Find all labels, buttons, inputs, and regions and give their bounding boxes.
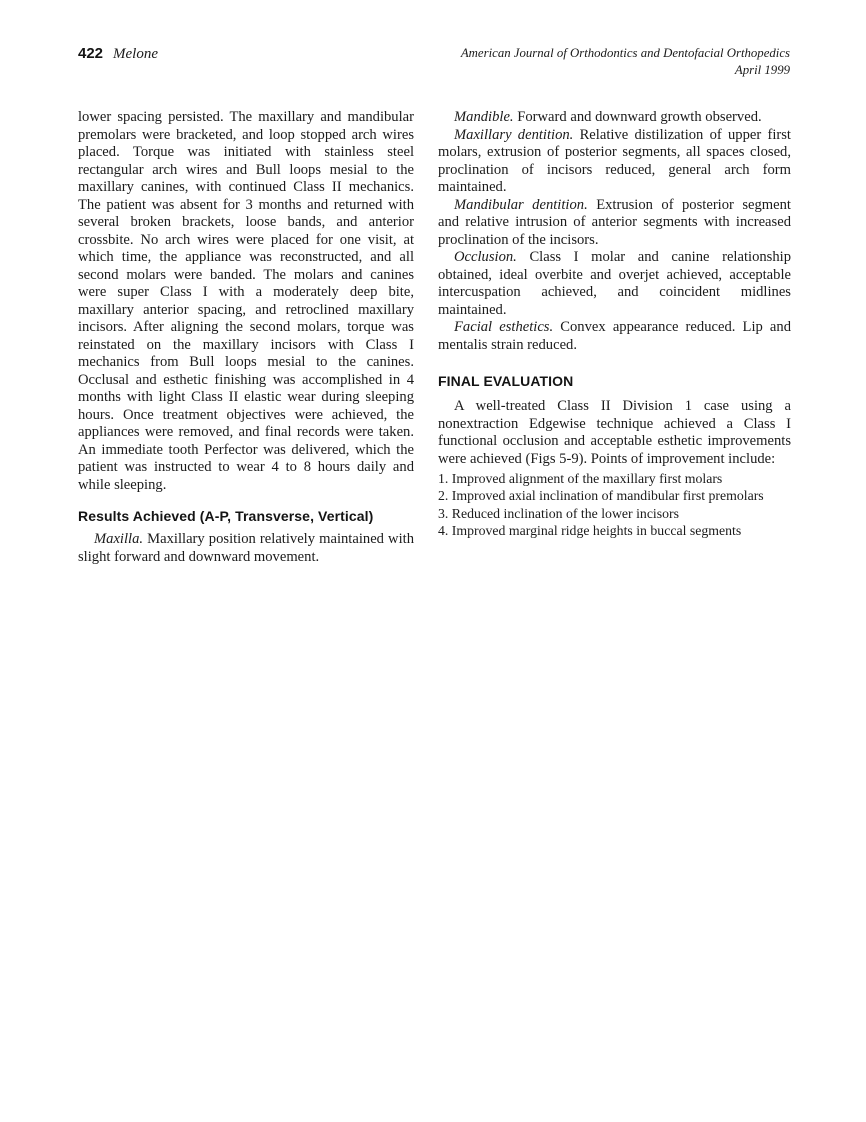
mandibular-dentition-paragraph xyxy=(438,197,791,250)
paragraph-text: Extrusion of posterior segment and relative intrusion of anterior segments with increased proclination of the incisors. xyxy=(438,196,791,248)
paragraph-lead: Maxillary dentition. xyxy=(454,126,574,143)
improvement-list xyxy=(438,470,791,539)
list-item: 4. Improved marginal ridge heights in buccal segments xyxy=(438,522,742,538)
list-item: 3. Reduced inclination of the lower incisors xyxy=(438,505,680,521)
maxilla-paragraph xyxy=(78,531,414,566)
list-item: 2. Improved axial inclination of mandibular first premolars xyxy=(438,488,764,504)
facial-esthetics-paragraph xyxy=(438,319,791,354)
maxillary-dentition-paragraph xyxy=(438,127,791,197)
continuation-paragraph: lower spacing persisted. The maxillary and mandibular premolars were bracketed, and loop stopped arch wires placed. Torque was initiated with stainless steel rectangular arch wires and Bull loops mesial to the maxillary canines, with continued Class II mechanics. The patient was absent for 3 months and returned with several broken brackets, loose bands, and anterior crossbite. No arch wires were placed for one visit, at which time, the appliance was reconstructed, and all second molars were banded. The molars and canines were super Class I with a moderately deep bite, maxillary anterior spacing, and retroclined maxillary incisors. After aligning the second molars, torque was reinstated on the maxillary incisors with Class I mechanics from Bull loops mesial to the canines. Occlusal and esthetic finishing was accomplished in 4 months with light Class II elastic wear during sleeping hours. Once treatment objectives were achieved, the appliances were removed, and final records were taken. An immediate tooth Perfector was delivered, which the patient was instructed to wear 4 to 8 hours daily and while sleeping. xyxy=(78,109,414,493)
author-name: Melone xyxy=(113,46,159,62)
running-header xyxy=(78,45,790,78)
paragraph-text: Maxillary position relatively maintained with slight forward and downward movement. xyxy=(78,531,415,565)
paragraph-lead: Occlusion. xyxy=(454,249,517,265)
page-number: 422 xyxy=(78,45,104,62)
paragraph-text: Relative distilization of upper first molars, extrusion of posterior segments, all spaces closed, proclination of incisors reduced, general arch form maintained. xyxy=(438,126,791,195)
issue-date: April 1999 xyxy=(734,62,790,77)
paragraph-text: Convex appearance reduced. Lip and mentalis strain reduced. xyxy=(438,319,791,353)
results-heading: Results Achieved (A-P, Transverse, Vertical) xyxy=(78,508,374,524)
paragraph-text: Forward and downward growth observed. xyxy=(517,109,762,125)
mandible-paragraph xyxy=(438,109,791,127)
left-column xyxy=(78,109,414,566)
final-evaluation-paragraph: A well-treated Class II Division 1 case using a nonextraction Edgewise technique achieved a Class I functional occlusion and acceptable esthetic improvements were achieved (Figs 5-9). Points of improvement include: xyxy=(438,398,791,467)
journal-title: American Journal of Orthodontics and Dentofacial Orthopedics xyxy=(460,46,790,60)
final-evaluation-heading: FINAL EVALUATION xyxy=(438,373,574,389)
paragraph-lead: Facial esthetics. xyxy=(454,319,554,335)
header-left xyxy=(78,45,158,63)
right-column xyxy=(438,109,791,566)
list-item: 1. Improved alignment of the maxillary first molars xyxy=(438,471,723,486)
header-right xyxy=(461,45,790,78)
paragraph-text: Class I molar and canine relationship obtained, ideal overbite and overjet achieved, acceptable intercuspation achieved, and coincident midlines maintained. xyxy=(438,249,791,318)
body-columns xyxy=(78,109,791,566)
occlusion-paragraph xyxy=(438,249,791,319)
paragraph-lead: Maxilla. xyxy=(94,531,144,547)
paragraph-lead: Mandible. xyxy=(454,109,514,125)
paragraph-lead: Mandibular dentition. xyxy=(454,196,588,213)
